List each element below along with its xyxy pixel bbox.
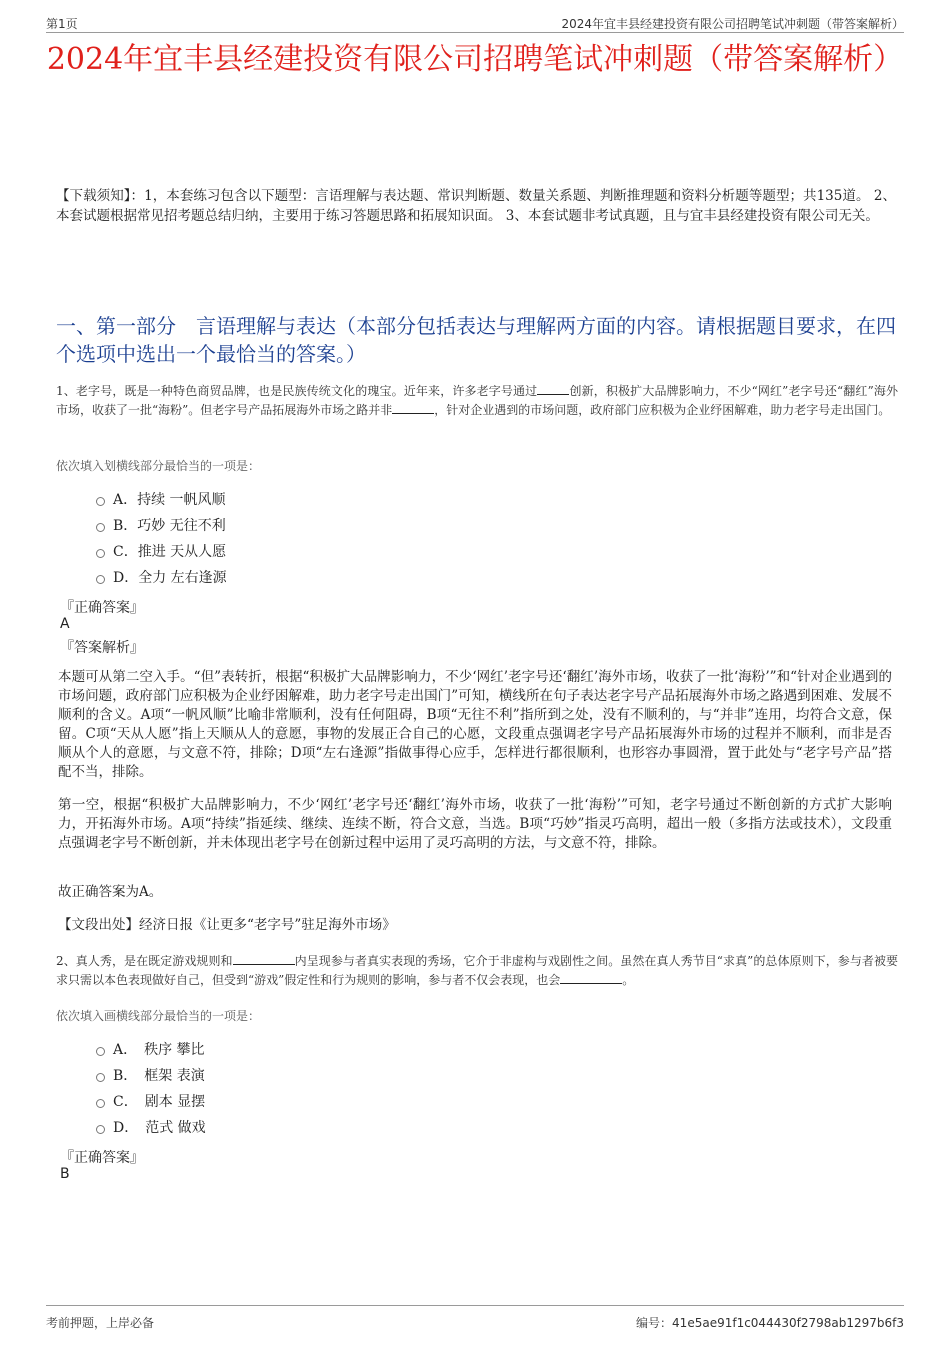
option-d[interactable] bbox=[96, 565, 227, 591]
option-label: A． 秩序 攀比 bbox=[113, 1042, 205, 1058]
option-label: A．持续 一帆风顺 bbox=[113, 492, 226, 508]
page-header bbox=[46, 14, 904, 33]
radio-icon[interactable] bbox=[96, 1099, 105, 1108]
correct-answer-label: 『正确答案』 bbox=[60, 600, 144, 616]
analysis-conclusion: 故正确答案为A。 bbox=[58, 884, 163, 900]
question-1-options bbox=[96, 487, 227, 591]
q1-text-part: 1、老字号，既是一种特色商贸品牌，也是民族传统文化的瑰宝。近年来，许多老字号通过 bbox=[56, 384, 538, 398]
question-1-prompt: 依次填入划横线部分最恰当的一项是： bbox=[56, 459, 261, 473]
radio-icon[interactable] bbox=[96, 575, 105, 584]
radio-icon[interactable] bbox=[96, 549, 105, 558]
fill-blank bbox=[560, 971, 622, 984]
option-label: C． 剧本 显摆 bbox=[113, 1094, 206, 1110]
question-2-prompt: 依次填入画横线部分最恰当的一项是： bbox=[56, 1009, 261, 1023]
download-notice: 【下载须知】：1，本套练习包含以下题型：言语理解与表达题、常识判断题、数量关系题、判断推理题和资料分析题等题型；共135道。 2、本套试题根据常见招考题总结归纳，主要用于练习答题思路和拓展知识面。 3、本套试题非考试真题，且与宜丰县经建投资有限公司无关。 bbox=[56, 188, 896, 224]
option-a[interactable] bbox=[96, 487, 227, 513]
document-title: 2024年宜丰县经建投资有限公司招聘笔试冲刺题（带答案解析） bbox=[46, 42, 904, 77]
option-label: C．推进 天从人愿 bbox=[113, 544, 227, 560]
question-2-options bbox=[96, 1037, 206, 1141]
analysis-paragraph-1: 本题可从第二空入手。“但”表转折，根据“积极扩大品牌影响力，不少‘网红’老字号还‘翻红’海外市场，收获了一批‘海粉’”和“针对企业遇到的市场问题，政府部门应积极为企业纾困解难，助力老字号走出国门”可知，横线所在句子表达老字号产品拓展海外市场之路遇到困难、发展不顺利的含义。A项“一帆风顺”比喻非常顺利，没有任何阻碍，B项“无往不利”指所到之处，没有不顺利的，与“并非”连用，均符合文意，保留。C项“天从人愿”指上天顺从人的意愿，事物的发展正合自己的心愿，文段重点强调老字号产品拓展海外市场的过程并不顺利，而非是否顺从个人的意愿，与文意不符，排除；D项“左右逢源”指做事得心应手，怎样进行都很顺利，也形容办事圆滑，置于此处与“老字号产品”搭配不当，排除。 bbox=[58, 669, 892, 780]
fill-blank bbox=[392, 401, 434, 414]
correct-answer-label: 『正确答案』 bbox=[60, 1150, 144, 1166]
radio-icon[interactable] bbox=[96, 1073, 105, 1082]
option-c[interactable] bbox=[96, 539, 227, 565]
document-id bbox=[636, 1314, 904, 1331]
fill-blank bbox=[233, 952, 295, 965]
option-d[interactable] bbox=[96, 1115, 206, 1141]
q2-text-part: 内呈现参与者真实表现的秀场，它介于非虚构与戏剧性之间。虽然在真人秀节目“求真”的总体原则下，参与者被要求只需以本色表现做好自己，但受到“游戏”假定性和行为规则的影响，参与者不仅会表现，也会 bbox=[56, 954, 899, 987]
option-b[interactable] bbox=[96, 513, 227, 539]
radio-icon[interactable] bbox=[96, 497, 105, 506]
document-id-label: 编号： bbox=[636, 1316, 673, 1330]
page-footer bbox=[46, 1305, 904, 1330]
analysis-paragraph-2: 第一空，根据“积极扩大品牌影响力，不少‘网红’老字号还‘翻红’海外市场，收获了一批‘海粉’”可知，老字号通过不断创新的方式扩大影响力，开拓海外市场。A项“持续”指延续、继续、连续不断，符合文意，当选。B项“巧妙”指灵巧高明，超出一般（多指方法或技术），文段重点强调老字号不断创新，并未体现出老字号在创新过程中运用了灵巧高明的方法，与文意不符，排除。 bbox=[58, 797, 892, 851]
correct-answer: A bbox=[60, 616, 70, 632]
q2-text-part: 2、真人秀，是在既定游戏规则和 bbox=[56, 954, 233, 968]
correct-answer: B bbox=[60, 1166, 70, 1182]
footer-slogan: 考前押题，上岸必备 bbox=[46, 1316, 155, 1330]
source-citation: 【文段出处】经济日报《让更多“老字号”驻足海外市场》 bbox=[58, 917, 396, 933]
option-label: B．巧妙 无往不利 bbox=[113, 518, 226, 534]
document-id-value: 41e5ae91f1c044430f2798ab1297b6f3 bbox=[672, 1316, 904, 1330]
question-1-text bbox=[56, 382, 898, 420]
section-heading: 一、第一部分 言语理解与表达（本部分包括表达与理解两方面的内容。请根据题目要求，在四个选项中选出一个最恰当的答案。） bbox=[56, 314, 896, 366]
option-c[interactable] bbox=[96, 1089, 206, 1115]
q2-text-part: 。 bbox=[622, 973, 635, 987]
header-doc-title: 2024年宜丰县经建投资有限公司招聘笔试冲刺题（带答案解析） bbox=[561, 17, 904, 31]
question-2-text bbox=[56, 952, 898, 990]
radio-icon[interactable] bbox=[96, 1047, 105, 1056]
q1-text-part: ，针对企业遇到的市场问题，政府部门应积极为企业纾困解难，助力老字号走出国门。 bbox=[434, 403, 891, 417]
analysis-label: 『答案解析』 bbox=[60, 640, 144, 656]
q1-text-part: 创新，积极扩大品牌影响力，不少“网红”老字号还“翻红”海外市场，收获了一批“海粉”。但老字号产品拓展海外市场之路并非 bbox=[56, 384, 898, 417]
radio-icon[interactable] bbox=[96, 1125, 105, 1134]
option-a[interactable] bbox=[96, 1037, 206, 1063]
option-b[interactable] bbox=[96, 1063, 206, 1089]
option-label: D． 范式 做戏 bbox=[113, 1120, 206, 1136]
fill-blank bbox=[537, 382, 569, 395]
option-label: D．全力 左右逢源 bbox=[113, 570, 227, 586]
option-label: B． 框架 表演 bbox=[113, 1068, 205, 1084]
radio-icon[interactable] bbox=[96, 523, 105, 532]
page-number: 第1页 bbox=[46, 17, 78, 31]
